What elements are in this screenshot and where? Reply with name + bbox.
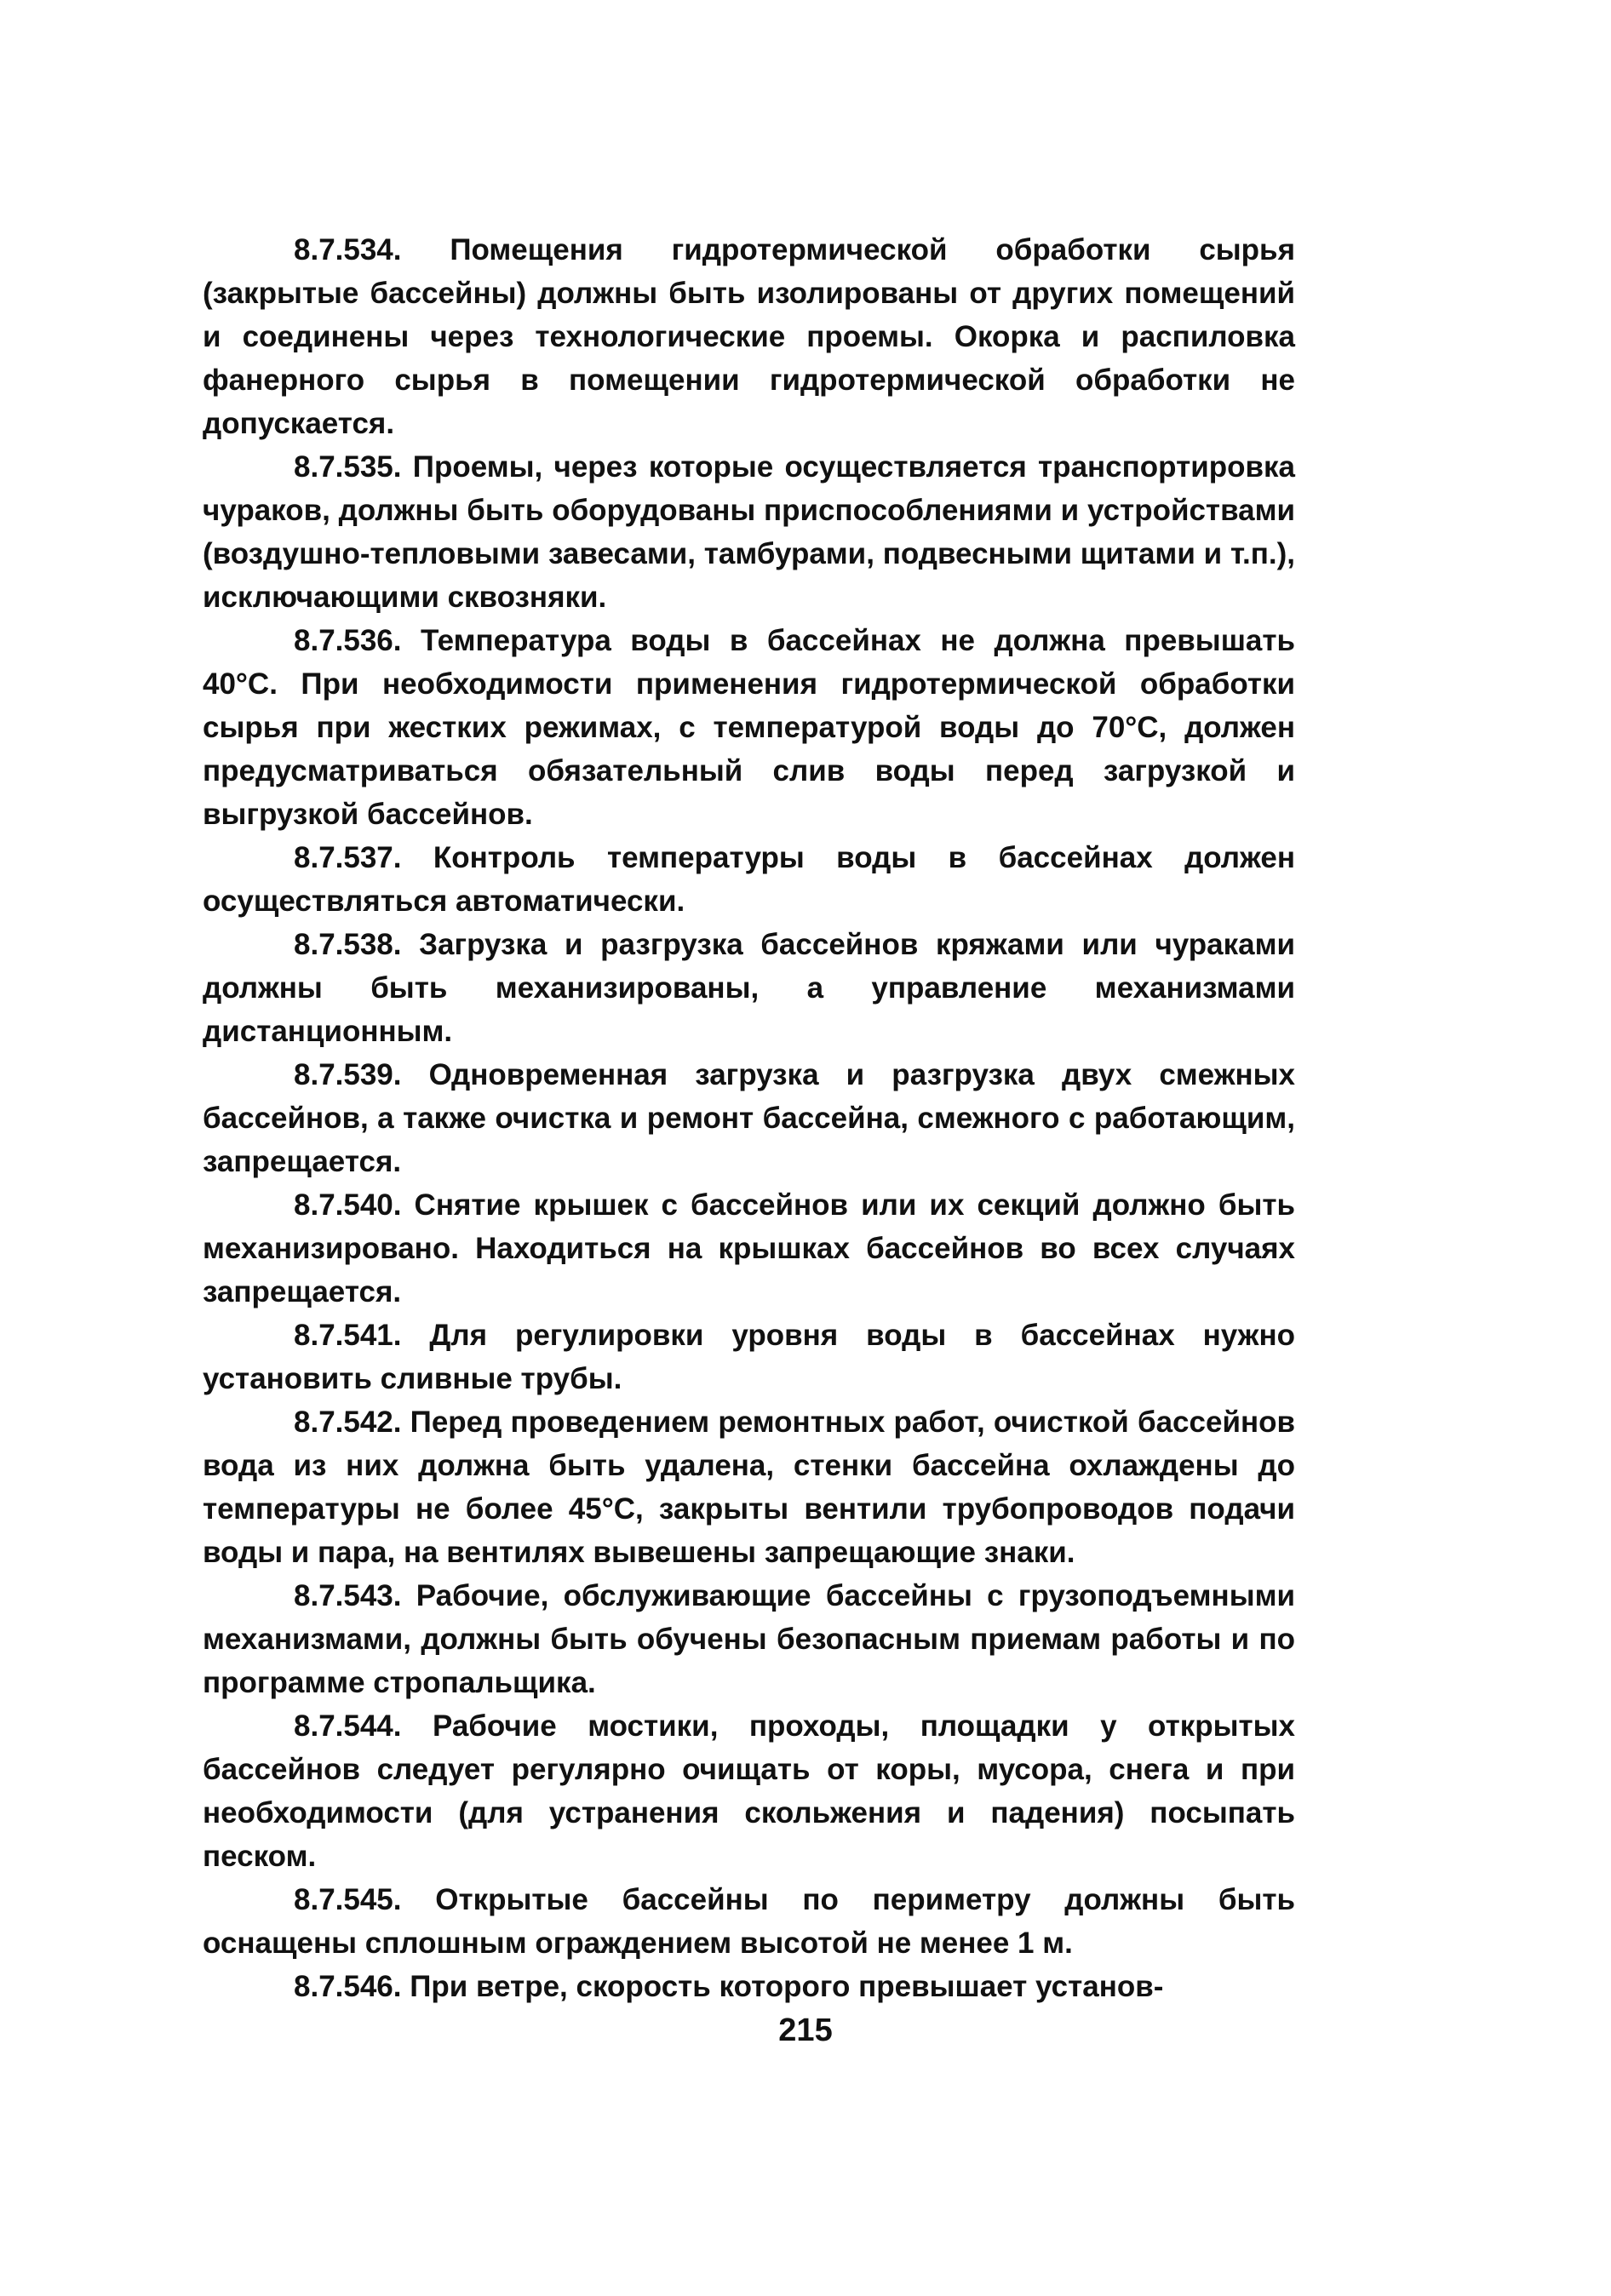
paragraph-8-7-536: 8.7.536. Температура воды в бассейнах не должна превышать 40°С. При необходимости применения гидротермической обработки сырья при жестких режимах, с температурой воды до 70°С, должен предусматриваться обязательный слив воды перед загрузкой и выгрузкой бассейнов. (203, 624, 1295, 831)
paragraph-8-7-545: 8.7.545. Открытые бассейны по периметру должны быть оснащены сплошным ограждением высотой не менее 1 м. (203, 1883, 1295, 1960)
paragraph-8-7-542: 8.7.542. Перед проведением ремонтных работ, очисткой бассейнов вода из них должна быть удалена, стенки бассейна охлаждены до температуры не более 45°С, закрыты вентили трубопроводов подачи воды и пара, на вентилях вывешены запрещающие знаки. (203, 1406, 1295, 1569)
paragraph-8-7-539: 8.7.539. Одновременная загрузка и разгрузка двух смежных бассейнов, а также очистка и ремонт бассейна, смежного с работающим, запрещается. (203, 1058, 1295, 1178)
page-number: 215 (778, 2013, 833, 2048)
paragraph-8-7-538: 8.7.538. Загрузка и разгрузка бассейнов кряжами или чураками должны быть механизированы, а управление механизмами дистанционным. (203, 928, 1295, 1048)
paragraph-8-7-540: 8.7.540. Снятие крышек с бассейнов или их секций должно быть механизировано. Находиться на крышках бассейнов во всех случаях запрещается. (203, 1188, 1295, 1308)
body-text (203, 228, 1295, 2008)
paragraph-8-7-535: 8.7.535. Проемы, через которые осуществляется транспортировка чураков, должны быть оборудованы приспособлениями и устройствами (воздушно-тепловыми завесами, тамбурами, подвесными щитами и т.п.), исключающими сквозняки. (203, 450, 1295, 614)
paragraph-8-7-543: 8.7.543. Рабочие, обслуживающие бассейны с грузоподъемными механизмами, должны быть обучены безопасным приемам работы и по программе стропальщика. (203, 1579, 1295, 1699)
paragraph-8-7-541: 8.7.541. Для регулировки уровня воды в бассейнах нужно установить сливные трубы. (203, 1319, 1295, 1395)
paragraph-8-7-534: 8.7.534. Помещения гидротермической обработки сырья (закрытые бассейны) должны быть изолированы от других помещений и соединены через технологические проемы. Окорка и распиловка фанерного сырья в помещении гидротермической обработки не допускается. (203, 233, 1295, 440)
paragraph-8-7-537: 8.7.537. Контроль температуры воды в бассейнах должен осуществляться автоматически. (203, 841, 1295, 918)
paragraph-8-7-546: 8.7.546. При ветре, скорость которого превышает установ- (294, 1970, 1164, 2003)
paragraph-8-7-544: 8.7.544. Рабочие мостики, проходы, площадки у открытых бассейнов следует регулярно очищать от коры, мусора, снега и при необходимости (для устранения скольжения и падения) посыпать песком. (203, 1709, 1295, 1873)
